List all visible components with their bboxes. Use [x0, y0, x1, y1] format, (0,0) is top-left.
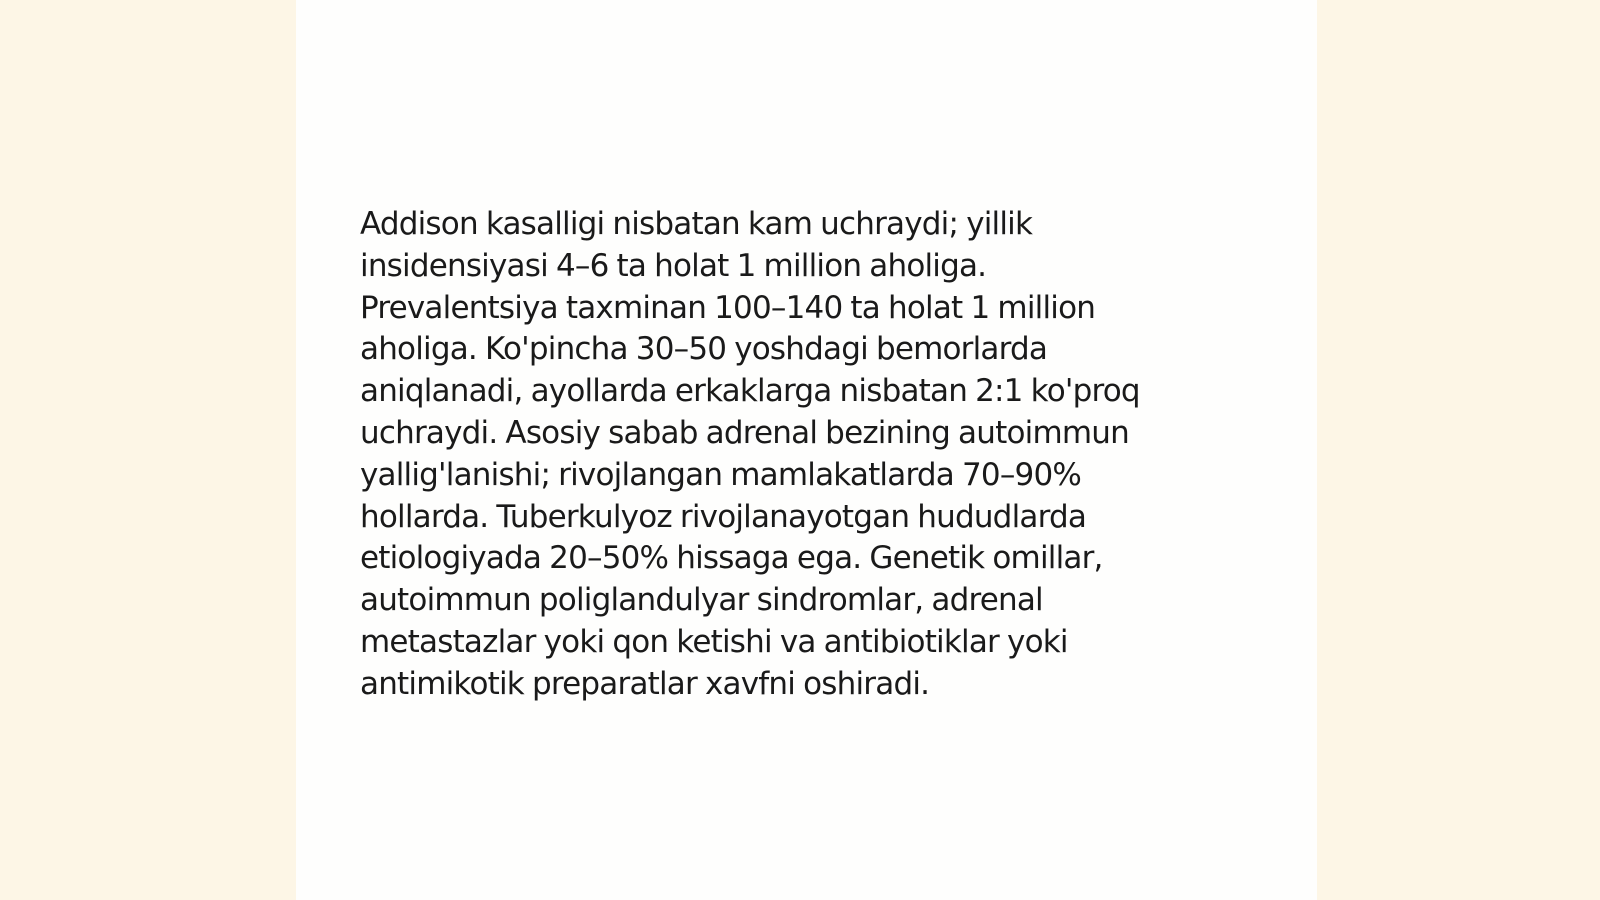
paragraph-line: yallig'lanishi; rivojlangan mamlakatlarda 70–90%: [360, 456, 1082, 493]
paragraph-line: insidensiyasi 4–6 ta holat 1 million aholiga.: [360, 247, 987, 284]
paragraph-line: etiologiyada 20–50% hissaga ega. Genetik omillar,: [360, 540, 1103, 577]
document-page: [296, 0, 1317, 900]
paragraph-line: uchraydi. Asosiy sabab adrenal bezining autoimmun: [360, 414, 1129, 451]
paragraph-line: antimikotik preparatlar xavfni oshiradi.: [360, 665, 930, 702]
paragraph-line: Prevalentsiya taxminan 100–140 ta holat 1 million: [360, 289, 1096, 326]
paragraph-line: Addison kasalligi nisbatan kam uchraydi; yillik: [360, 206, 1033, 242]
paragraph-line: metastazlar yoki qon ketishi va antibiotiklar yoki: [360, 623, 1068, 660]
paragraph-line: hollarda. Tuberkulyoz rivojlanayotgan hududlarda: [360, 498, 1087, 535]
left-margin-background: [0, 0, 296, 900]
body-paragraph: [360, 204, 1240, 706]
paragraph-line: autoimmun poliglandulyar sindromlar, adrenal: [360, 582, 1043, 619]
paragraph-line: aholiga. Ko'pincha 30–50 yoshdagi bemorlarda: [360, 331, 1048, 368]
right-margin-background: [1317, 0, 1600, 900]
paragraph-line: aniqlanadi, ayollarda erkaklarga nisbatan 2:1 ko'proq: [360, 373, 1140, 410]
